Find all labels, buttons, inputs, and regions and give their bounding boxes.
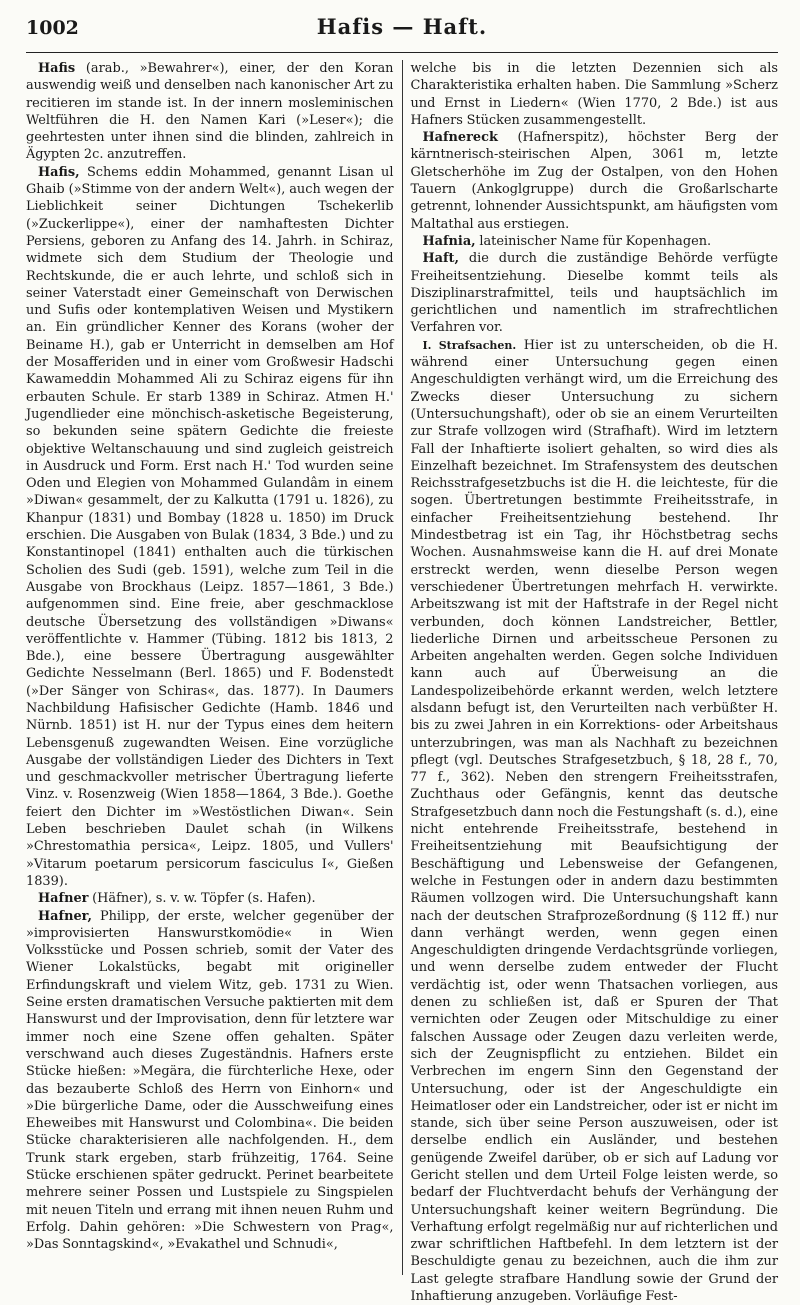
- entry-hafnia: [410, 233, 778, 250]
- entry-hafner-philipp: [26, 908, 394, 1254]
- running-title: Hafis — Haft.: [316, 14, 488, 39]
- entry-hafis-koran: [26, 60, 394, 164]
- entry-text: (Hafnerspitz), höchster Berg der kärntnerisch-steirischen Alpen, 3061 m, letzte Gletscherhöhe im Zug der Ostalpen, von den Hohen Tauern (Ankoglgruppe) durch die Großarlscharte getrennt, lohnender Aussichtspunkt, am häufigsten vom Maltathal aus erstiegen.: [410, 130, 778, 232]
- entry-hafnereck: [410, 129, 778, 233]
- entry-text: (Häfner), s. v. w. Töpfer (s. Hafen).: [88, 891, 316, 907]
- entry-headword: Hafnia,: [422, 233, 476, 249]
- page-header: [26, 14, 778, 44]
- text-columns: [26, 60, 778, 1305]
- entry-text: die durch die zuständige Behörde verfügte Freiheitsentziehung. Dieselbe kommt teils als Disziplinarstrafmittel, teils und hauptsächlich im gerichtlichen und namentlich im strafrechtlichen Verfahren vor.: [410, 251, 778, 336]
- entry-headword: Hafis,: [38, 164, 80, 180]
- entry-text: Hier ist zu unterscheiden, ob die H. während einer Untersuchung gegen einen Angeschuldigten verhängt wird, um die Erreichung des Zwecks dieser Untersuchung zu sichern (Untersuchungshaft), oder ob sie an einem Verurteilten zur Strafe vollzogen wird (Strafhaft). Wird im letztern Fall der Inhaftierte isoliert gehalten, so wird dies als Einzelhaft bezeichnet. Im Strafensystem des deutschen Reichsstrafgesetzbuchs ist die H. die leichteste, für die sogen. Übertretungen bestimmte Freiheitsstrafe, in einfacher Freiheitsentziehung bestehend. Ihr Mindestbetrag ist ein Tag, ihr Höchstbetrag sechs Wochen. Ausnahmsweise kann die H. auf drei Monate erstreckt werden, wenn dieselbe Person wegen verschiedener Übertretungen mehrfach H. verwirkte. Arbeitszwang ist mit der Haftstrafe in der Regel nicht verbunden, doch können Landstreicher, Bettler, liederliche Dirnen und arbeitsscheue Personen zu Arbeiten angehalten werden. Gegen solche Individuen kann auch auf Überweisung an die Landespolizeibehörde erkannt werden, welch letztere alsdann befugt ist, den Verurteilten nach verbüßter H. bis zu zwei Jahren in ein Korrektions- oder Arbeitshaus unterzubringen, was man als Nachhaft zu bezeichnen pflegt (vgl. Deutsches Strafgesetzbuch, § 18, 28 f., 70, 77 f., 362). Neben den strengern Freiheitsstrafen, Zuchthaus oder Gefängnis, kennt das deutsche Strafgesetzbuch dann noch die Festungshaft (s. d.), eine nicht entehrende Freiheitsstrafe, bestehend in Freiheitsentziehung mit Beaufsichtigung der Beschäftigung und Lebensweise der Gefangenen, welche in Festungen oder in andern dazu bestimmten Räumen vollzogen wird. Die Untersuchungshaft kann nach der deutschen Strafprozeßordnung (§ 112 ff.) nur dann verhängt werden, wenn gegen einen Angeschuldigten dringende Verdachtsgründe vorliegen, und wenn derselbe zudem entweder der Flucht verdächtig ist, oder wenn Thatsachen vorliegen, aus denen zu schließen ist, daß er Spuren der That vernichten oder Zeugen oder Mitschuldige zu einer falschen Aussage oder Zeugen dazu verleiten werde, sich der Zeugnispflicht zu entziehen. Bildet ein Verbrechen im engern Sinn den Gegenstand der Untersuchung, oder ist der Angeschuldigte ein Heimatloser oder ein Landstreicher, oder ist er nicht im stande, sich über seine Person auszuweisen, oder ist derselbe endlich ein Ausländer, und bestehen genügende Zweifel darüber, ob er sich auf Ladung vor Gericht stellen und dem Urteil Folge leisten werde, so bedarf der Fluchtverdacht behufs der Verhängung der Untersuchungshaft keiner weitern Begründung. Die Verhaftung erfolgt regelmäßig nur auf richterlichen und zwar schriftlichen Haftbefehl. In dem letztern ist der Beschuldigte genau zu bezeichnen, auch die ihm zur Last gelegte strafbare Handlung sowie der Grund der Inhaftierung anzugeben. Vorläufige Fest-: [410, 337, 778, 1305]
- entry-continuation: [410, 60, 778, 129]
- entry-headword: Haft,: [422, 251, 460, 267]
- entry-text: Schems eddin Mohammed, genannt Lisan ul Ghaib (»Stimme von der andern Welt«), auch wegen der Lieblichkeit seiner Dichtungen Tschekerlib (»Zuckerlippe«), einer der namhaftesten Dichter Persiens, geboren zu Anfang des 14. Jahrh. in Schiraz, widmete sich dem Studium der Theologie und Rechtskunde, die er auch lehrte, und schloß sich in seiner Vaterstadt einer Gemeinschaft von Derwischen und Sufis oder kontemplativen Weisen und Mystikern an. Ein gründlicher Kenner des Korans (woher der Beiname H.), gab er Unterricht in demselben am Hof der Mosafferiden und in einer vom Großwesir Hadschi Kawameddin Mohammed Ali zu Schiraz eigens für ihn erbauten Schule. Er starb 1389 in Schiraz. Atmen H.' Jugendlieder eine mönchisch-asketische Begeisterung, so bekunden seine spätern Gedichte die freieste objektive Weltanschauung und sind zugleich geistreich in Ausdruck und Form. Erst nach H.' Tod wurden seine Oden und Elegien von Mohammed Gulandâm in einem »Diwan« gesammelt, der zu Kalkutta (1791 u. 1826), zu Khanpur (1831) und Bombay (1828 u. 1850) im Druck erschien. Die Ausgaben von Bulak (1834, 3 Bde.) und zu Konstantinopel (1841) enthalten auch die türkischen Scholien des Sudi (geb. 1591), welche zum Teil in die Ausgabe von Brockhaus (Leipz. 1857—1861, 3 Bde.) aufgenommen sind. Eine freie, aber geschmacklose deutsche Übersetzung des vollständigen »Diwans« veröffentlichte v. Hammer (Tübing. 1812 bis 1813, 2 Bde.), eine bessere Übertragung ausgewählter Gedichte Nesselmann (Berl. 1865) und F. Bodenstedt (»Der Sänger von Schiras«, das. 1877). In Daumers Nachbildung Hafisischer Gedichte (Hamb. 1846 und Nürnb. 1851) ist H. nur der Typus eines dem heitern Lebensgenuß zugewandten Weisen. Eine vorzügliche Ausgabe der vollständigen Lieder des Dichters in Text und geschmackvoller metrischer Übertragung lieferte Vinz. v. Rosenzweig (Wien 1858—1864, 3 Bde.). Goethe feiert den Dichter im »Westöstlichen Diwan«. Sein Leben beschrieben Daulet schah (in Wilkens »Chrestomathia persica«, Leipz. 1805, und Vullers' »Vitarum poetarum persicorum fasciculus I«, Gießen 1839).: [26, 164, 394, 889]
- section-heading: I. Strafsachen.: [422, 338, 517, 352]
- right-column: [402, 60, 778, 1305]
- entry-text: (arab., »Bewahrer«), einer, der den Koran auswendig weiß und denselben nach kanonischer Art zu recitieren im stande ist. In der innern mosleminischen Weltführen die H. den Namen Kari (»Leser«); die geehrtesten unter ihnen sind die blinden, zahlreich in Ägypten 2c. anzutreffen.: [26, 61, 394, 163]
- entry-text: lateinischer Name für Kopenhagen.: [475, 233, 712, 249]
- entry-hafis-poet: [26, 164, 394, 890]
- left-column: [26, 60, 402, 1275]
- entry-headword: Hafner,: [38, 908, 92, 924]
- entry-headword: Hafnereck: [422, 130, 498, 146]
- entry-text: Philipp, der erste, welcher gegenüber der »improvisierten Hanswurstkomödie« in Wien Volksstücke und Possen schrieb, somit der Vater des Wiener Lokalstücks, begabt mit origineller Erfindungskraft und vielem Witz, geb. 1731 zu Wien. Seine ersten dramatischen Versuche paktierten mit dem Hanswurst und der Improvisation, denn für letztere war immer noch eine Szene offen gehalten. Später verschwand auch dieses Zugeständnis. Hafners erste Stücke hießen: »Megära, die fürchterliche Hexe, oder das bezauberte Schloß des Herrn von Einhorn« und »Die bürgerliche Dame, oder die Ausschweifung eines Eheweibes mit Hanswurst und Colombina«. Die beiden Stücke charakterisieren alle nachfolgenden. H., dem Trunk stark ergeben, starb frühzeitig, 1764. Seine Stücke erschienen später gedruckt. Perinet bearbeitete mehrere seiner Possen und Lustspiele zu Singspielen mit neuen Titeln und errang mit ihnen neuen Ruhm und Erfolg. Dahin gehören: »Die Schwestern von Prag«, »Das Sonntagskind«, »Evakathel und Schnudi«,: [26, 908, 394, 1253]
- entry-headword: Hafis: [38, 61, 76, 76]
- header-rule: [26, 52, 778, 53]
- page-number: 1002: [26, 17, 79, 39]
- entry-haft-strafsachen: [410, 337, 778, 1305]
- entry-haft: [410, 250, 778, 336]
- entry-hafner-toepfer: [26, 890, 394, 907]
- entry-headword: Hafner: [38, 891, 89, 907]
- entry-text: welche bis in die letzten Dezennien sich als Charakteristika erhalten haben. Die Sammlung »Scherz und Ernst in Liedern« (Wien 1770, 2 Bde.) ist aus Hafners Stücken zusammengestellt.: [410, 61, 778, 128]
